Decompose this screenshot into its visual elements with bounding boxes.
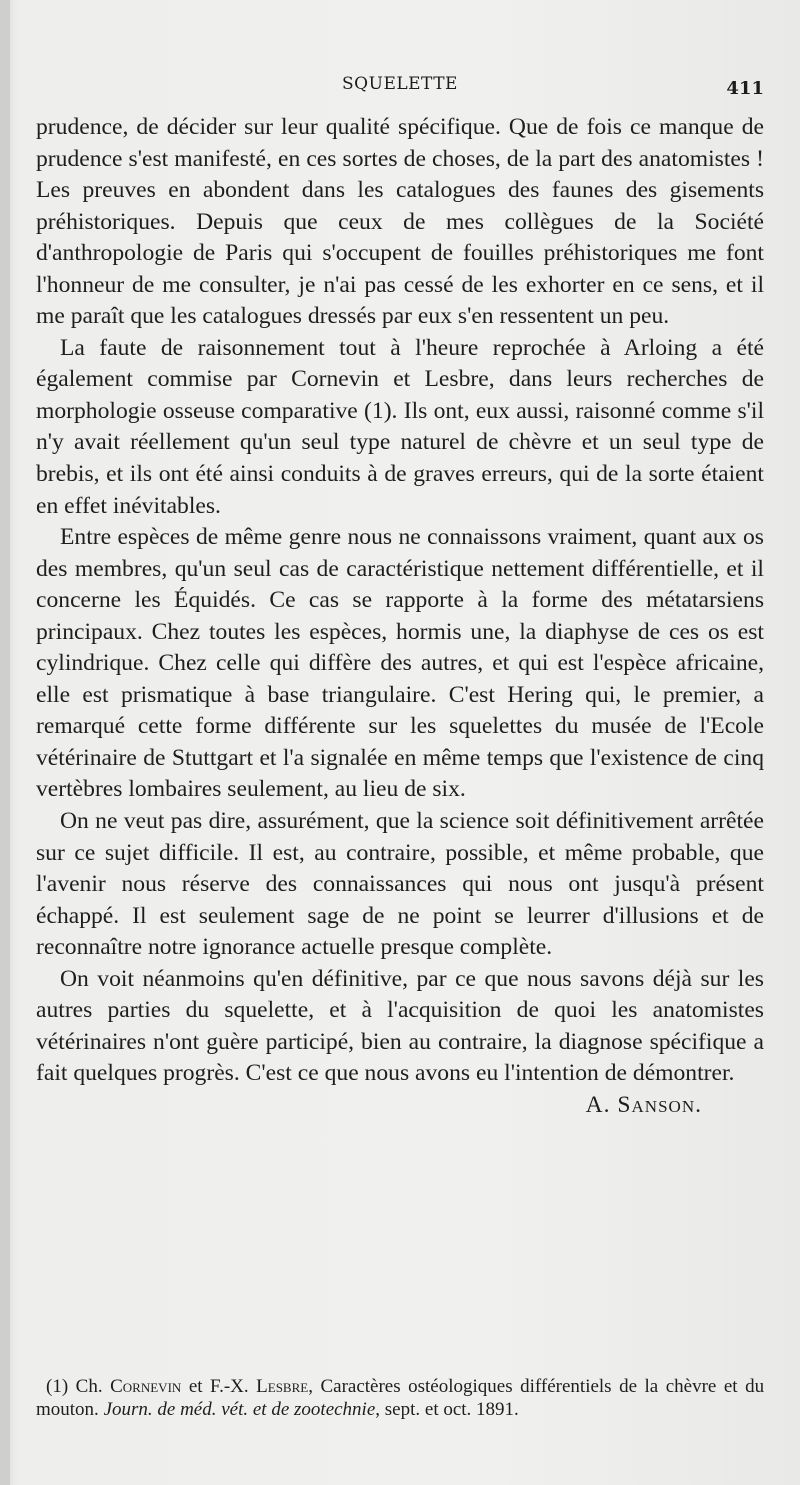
running-title: SQUELETTE [342,74,458,94]
footnote-marker: (1) [46,1376,69,1397]
footnote-title: , Caractères ostéologiques différentiels de la chèvre et du mouton. [36,1376,765,1420]
paragraph: Entre espèces de même genre nous ne connaissons vraiment, quant aux os des membres, qu'un seul cas de caractéristique nettement différentielle, et il concerne les Équidés. Ce cas se rapporte à la forme des métatarsiens principaux. Chez toutes les espèces, hormis une, la diaphyse de ces os est cylindrique. Chez celle qui diffère des autres, et qui est l'espèce africaine, elle est prismatique à base triangulaire. C'est Hering qui, le premier, a remarqué cette forme différente sur les squelettes du musée de l'Ecole vétérinaire de Stuttgart et l'a signalée en même temps que l'existence de cinq vertèbres lombaires seulement, au lieu de six. [36,524,764,803]
paragraph: On ne veut pas dire, assurément, que la science soit définitivement arrêtée sur ce sujet difficile. Il est, au contraire, possible, et même probable, que l'avenir nous réserve des connaissances qui nous ont jusqu'à présent échappé. Il est seulement sage de ne point se leurrer d'illusions et de reconnaître notre ignorance actuelle presque complète. [36,808,764,961]
page-number: 411 [726,78,764,99]
page-gutter-shadow [0,0,10,1485]
footnote-date: , sept. et oct. 1891. [375,1398,519,1420]
footnote [36,1376,764,1421]
footnote-author1-prefix: Ch. [75,1376,103,1397]
footnote-author2-prefix: F.-X. [210,1376,249,1397]
footnote-author1: Cornevin [110,1376,182,1397]
paragraph: On voit néanmoins qu'en définitive, par ce que nous savons déjà sur les autres parties du squelette, et à l'acquisition de quoi les anatomistes vétérinaires n'ont guère participé, bien au contraire, la diagnose spécifique a fait quelques progrès. C'est ce que nous avons eu l'intention de démontrer. [36,965,764,1087]
paragraph: La faute de raisonnement tout à l'heure reprochée à Arloing a été également commise par Cornevin et Lesbre, dans leurs recherches de morphologie osseuse comparative (1). Ils ont, eux aussi, raisonné comme s'il n'y avait réellement qu'un seul type naturel de chèvre et un seul type de brebis, et ils ont été ainsi conduits à de graves erreurs, qui de la sorte étaient en effet inévitables. [36,334,764,519]
footnote-author2: Lesbre [256,1376,309,1397]
footnote-and: et [188,1376,203,1397]
paragraph-continued: prudence, de décider sur leur qualité spécifique. Que de fois ce manque de prudence s'est manifesté, en ces sortes de choses, de la part des anatomistes ! Les preuves en abondent dans les catalogues des faunes des gisements préhistoriques. Depuis que ceux de mes collègues de la Société d'anthropologie de Paris qui s'occupent de fouilles préhistoriques me font l'honneur de me consulter, je n'ai pas cessé de les exhorter en ce sens, et il me paraît que les catalogues dressés par eux s'en ressentent un peu. [36,114,764,330]
footnote-journal: Journ. de méd. vét. et de zootechnie [103,1398,376,1420]
author-signature: A. Sanson. [585,1091,702,1118]
body-text [36,112,764,1122]
page-header [36,74,764,104]
